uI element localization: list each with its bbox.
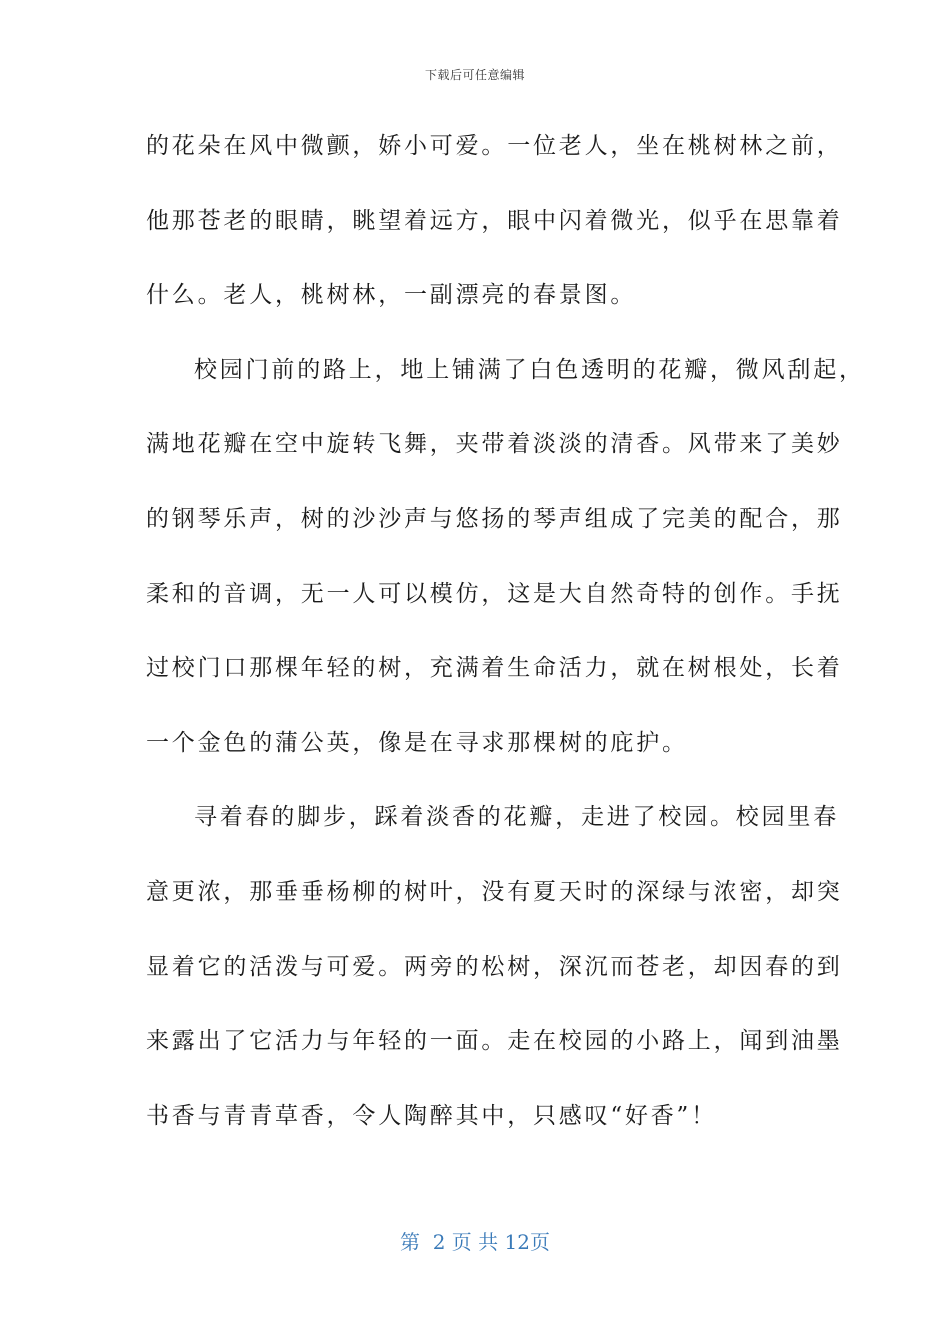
text-line: 一个金色的蒲公英，像是在寻求那棵树的庇护。 bbox=[146, 729, 688, 756]
text-line: 的钢琴乐声，树的沙沙声与悠扬的琴声组成了完美的配合，那 bbox=[146, 505, 843, 532]
text-line: 什么。老人，桃树林，一副漂亮的春景图。 bbox=[146, 282, 637, 309]
paragraph-first-line: 校园门前的路上，地上铺满了白色透明的花瓣，微风刮起， bbox=[194, 356, 865, 383]
text-line: 来露出了它活力与年轻的一面。走在校园的小路上，闻到油墨 bbox=[146, 1028, 843, 1055]
header-note: 下载后可任意编辑 bbox=[424, 68, 525, 82]
text-line: 的花朵在风中微颤，娇小可爱。一位老人，坐在桃树林之前， bbox=[146, 133, 843, 159]
text-line: 满地花瓣在空中旋转飞舞，夹带着淡淡的清香。风带来了美妙 bbox=[146, 431, 843, 458]
text-line: 显着它的活泼与可爱。两旁的松树，深沉而苍老，却因春的到 bbox=[146, 953, 843, 980]
text-line: 柔和的音调，无一人可以模仿，这是大自然奇特的创作。手抚 bbox=[146, 580, 843, 607]
paragraph-first-line: 寻着春的脚步，踩着淡香的花瓣，走进了校园。校园里春 bbox=[194, 804, 839, 831]
page-number: 第 2 页 共 12页 bbox=[400, 1230, 550, 1254]
text-line: 意更浓，那垂垂杨柳的树叶，没有夏天时的深绿与浓密，却突 bbox=[146, 878, 843, 905]
text-line: 过校门口那棵年轻的树，充满着生命活力，就在树根处，长着 bbox=[146, 655, 843, 682]
text-line: 他那苍老的眼睛，眺望着远方，眼中闪着微光，似乎在思靠着 bbox=[146, 207, 843, 234]
document-body bbox=[146, 124, 865, 1168]
text-line: 书香与青青草香，令人陶醉其中，只感叹“好香”！ bbox=[146, 1102, 717, 1129]
